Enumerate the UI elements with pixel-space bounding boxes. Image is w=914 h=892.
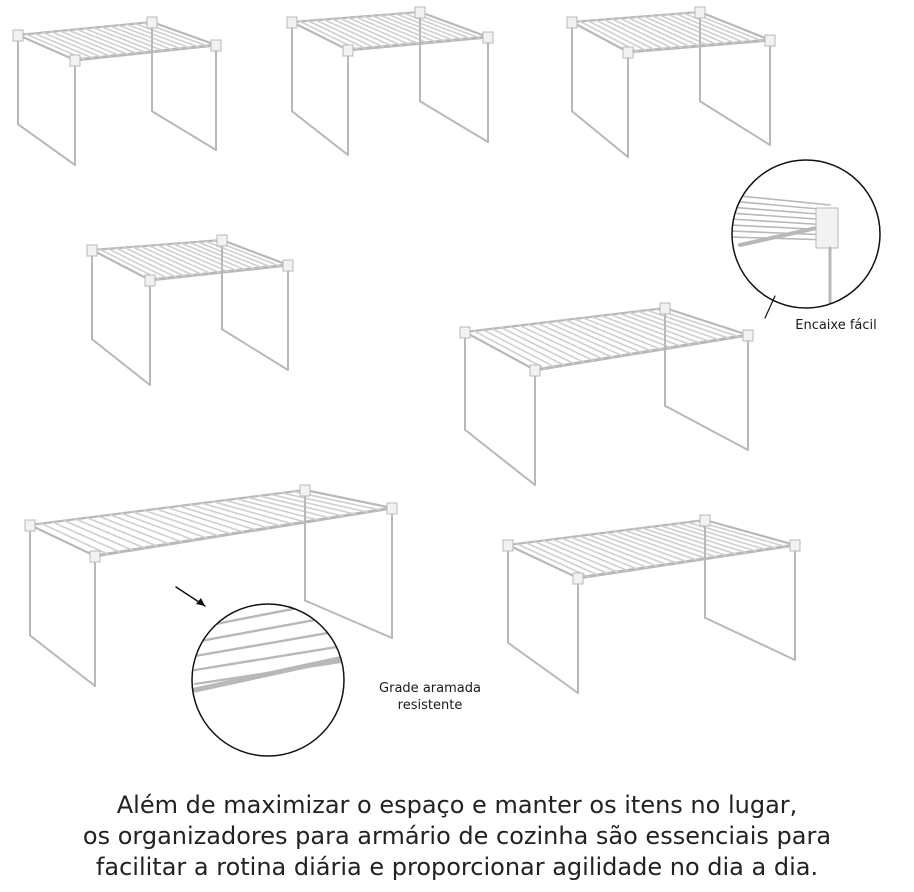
shelf-7 bbox=[503, 515, 800, 693]
shelf-5 bbox=[460, 303, 753, 485]
shelf-2 bbox=[287, 7, 493, 155]
caption-line-1: Além de maximizar o espaço e manter os itens no lugar, bbox=[116, 791, 798, 819]
caption-line-2: os organizadores para armário de cozinha são essenciais para bbox=[82, 822, 832, 850]
shelf-1 bbox=[13, 17, 221, 165]
shelf-3 bbox=[567, 7, 775, 157]
caption-text bbox=[0, 790, 914, 883]
shelf-6 bbox=[25, 485, 397, 686]
callout-label-wire-grid: Grade aramada resistente bbox=[379, 681, 481, 713]
arrow-icon bbox=[176, 587, 205, 606]
callout-label-easy-fit: Encaixe fácil bbox=[795, 318, 877, 333]
shelf-4 bbox=[87, 235, 293, 385]
caption-line-3: facilitar a rotina diária e proporcionar agilidade no dia a dia. bbox=[95, 853, 819, 881]
zoom-circle-wire-grid bbox=[192, 560, 380, 756]
zoom-circle-connector bbox=[730, 160, 880, 320]
